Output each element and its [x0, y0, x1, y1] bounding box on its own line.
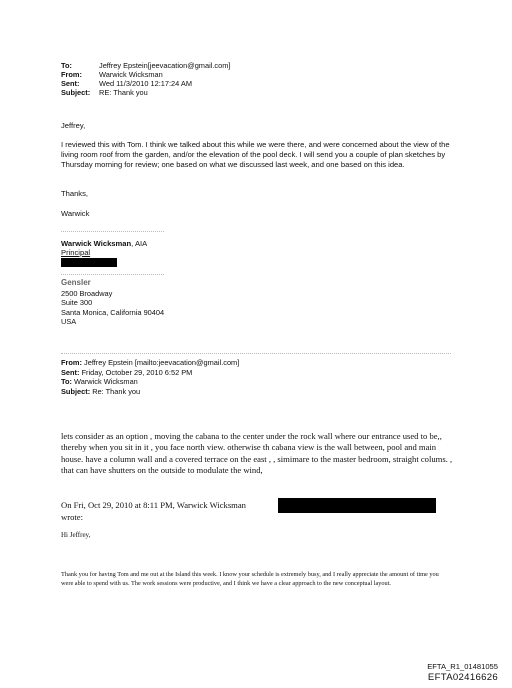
forward-to-row [61, 377, 239, 387]
forward-to-label: To: [61, 377, 72, 387]
quoted-intro: On Fri, Oct 29, 2010 at 8:11 PM, Warwick Wicksman [61, 500, 246, 510]
redaction-box [61, 258, 117, 267]
address-line: Santa Monica, California 90404 [61, 307, 165, 317]
header-subject-row [61, 88, 148, 97]
reply-signoff: Warwick [61, 209, 90, 218]
from-value: Warwick Wicksman [99, 70, 163, 79]
signature-credential: , AIA [131, 239, 148, 248]
forward-sent-label: Sent: [61, 367, 80, 377]
signature-name: Warwick Wicksman [61, 239, 132, 248]
forward-subject-row [61, 387, 239, 397]
forward-sent-row [61, 368, 239, 378]
quoted-greeting: Hi Jeffrey, [61, 531, 91, 539]
forward-from-value: Jeffrey Epstein [mailto:jeevacation@gmail.com] [84, 358, 240, 367]
document-id-small: EFTA_R1_01481055 [427, 662, 498, 671]
forward-divider [61, 353, 451, 354]
forward-from-row [61, 358, 239, 368]
sent-value: Wed 11/3/2010 12:17:24 AM [99, 79, 192, 88]
forward-subject-label: Subject: [61, 386, 91, 396]
signature-address [61, 289, 164, 327]
sent-label: Sent: [61, 79, 80, 88]
forward-subject-value: Re: Thank you [92, 386, 141, 396]
to-label: To: [61, 61, 72, 70]
reply-greeting: Jeffrey, [61, 121, 86, 130]
signature-divider [61, 231, 164, 232]
forward-to-value: Warwick Wicksman [74, 377, 138, 387]
quoted-intro-wrote: wrote: [61, 512, 83, 522]
subject-label: Subject: [61, 88, 91, 97]
reply-thanks: Thanks, [61, 189, 89, 198]
document-id-large: EFTA02416626 [427, 672, 498, 683]
signature-company: Gensler [61, 278, 91, 287]
epstein-message-body: lets consider as an option , moving the cabana to the center under the rock wall where our entrance used to be,, thereby when you sit in it , you face north view. otherwise th cabana view is the wall between, pool and main house. have a column wall and a covered terrace on the east , , simimare to the master bedroom, straight colums. , that can have shutters on the outside to modulate the wind, [61, 431, 453, 476]
redaction-box [278, 498, 436, 513]
signature-divider [61, 274, 164, 275]
signature-name-line [61, 239, 147, 248]
subject-value: RE: Thank you [99, 88, 148, 97]
address-line: Suite 300 [61, 298, 93, 308]
forward-sent-value: Friday, October 29, 2010 6:52 PM [81, 367, 193, 377]
to-value: Jeffrey Epstein[jeevacation@gmail.com] [99, 61, 231, 70]
quoted-body: Thank you for having Tom and me out at the Island this week. I know your schedule is extremely busy, and I really appreciate the amount of time you were able to spend with us. The work sessions were productive, and I think we have a clear approach to the new conceptual layout. [61, 571, 439, 587]
address-line: USA [61, 317, 77, 327]
address-line: 2500 Broadway [61, 289, 113, 298]
reply-body: I reviewed this with Tom. I think we talked about this while we were there, and were concerned about the view of the living room roof from the garden, and/or the elevation of the pool deck. I will send you a couple of plan sketches by Thursday morning for review; one based on what we discussed last week, and one based on this idea. [61, 140, 450, 170]
header-to-row [61, 61, 230, 70]
forwarded-header [61, 358, 239, 396]
header-from-row [61, 70, 163, 79]
forward-from-label: From: [61, 358, 82, 367]
from-label: From: [61, 70, 82, 79]
signature-title: Principal [61, 248, 91, 257]
header-sent-row [61, 79, 192, 88]
